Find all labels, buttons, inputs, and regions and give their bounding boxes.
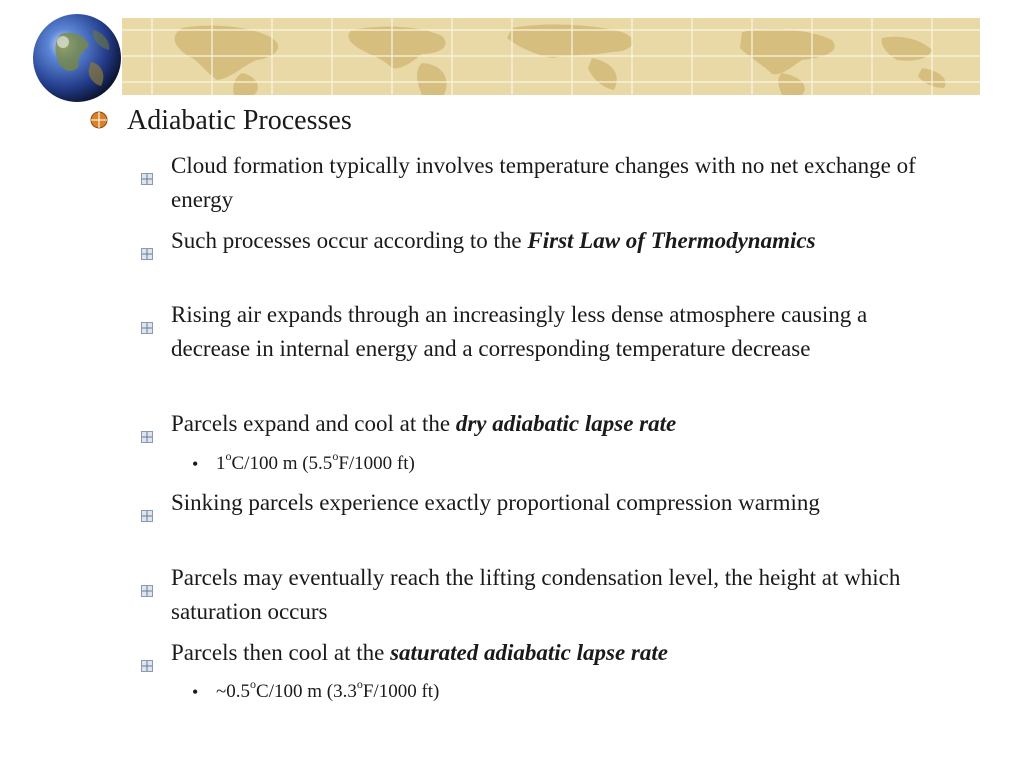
bullet-text: Parcels expand and cool at the xyxy=(171,411,456,436)
bullet-item xyxy=(171,561,931,629)
square-cross-bullet-icon xyxy=(141,419,153,431)
bullet-item xyxy=(171,149,931,217)
globe-icon xyxy=(31,12,123,104)
emphasis-text: First Law of Thermodynamics xyxy=(527,228,816,253)
sub-bullet-text: 1 xyxy=(216,453,226,474)
square-cross-bullet-icon xyxy=(141,648,153,660)
orange-globe-bullet-icon xyxy=(89,110,109,130)
square-cross-bullet-icon xyxy=(141,310,153,322)
bullet-text: Such processes occur according to the xyxy=(171,228,528,253)
bullet-item xyxy=(171,407,931,441)
sub-bullet-item xyxy=(192,448,816,478)
bullet-text: Parcels then cool at the xyxy=(171,640,391,665)
bullet-item xyxy=(171,224,931,258)
square-cross-bullet-icon xyxy=(141,236,153,248)
square-cross-bullet-icon xyxy=(141,161,153,173)
emphasis-text: dry adiabatic lapse rate xyxy=(455,411,677,436)
sub-bullet-text: C/100 m (5.5 xyxy=(231,453,333,474)
degree-superscript: o xyxy=(356,676,363,691)
bullet-text: Rising air expands through an increasingly less dense atmosphere causing a decrease in internal energy and a corresponding temperature decrease xyxy=(171,302,868,361)
sub-bullet-text: F/1000 ft) xyxy=(338,453,415,474)
bullet-text: Sinking parcels experience exactly proportional compression warming xyxy=(171,490,820,515)
bullet-item xyxy=(171,486,931,520)
slide-heading: Adiabatic Processes xyxy=(127,105,352,136)
bullet-text: Cloud formation typically involves temperature changes with no net exchange of energy xyxy=(171,153,916,212)
dot-bullet: • xyxy=(192,454,199,474)
sub-bullet-item xyxy=(192,676,816,706)
bullet-item xyxy=(171,636,931,670)
bullet-text: Parcels may eventually reach the lifting condensation level, the height at which saturation occurs xyxy=(171,565,901,624)
emphasis-text: saturated adiabatic lapse rate xyxy=(390,640,668,665)
sub-bullet-text: F/1000 ft) xyxy=(362,681,440,702)
dot-bullet: • xyxy=(192,682,199,702)
degree-superscript: o xyxy=(225,448,232,463)
degree-superscript: o xyxy=(332,448,339,463)
sub-bullet-text: ~0.5 xyxy=(216,681,251,702)
sub-bullet-text: C/100 m (3.3 xyxy=(256,681,357,702)
square-cross-bullet-icon xyxy=(141,573,153,585)
bullet-item xyxy=(171,298,931,366)
degree-superscript: o xyxy=(250,676,257,691)
square-cross-bullet-icon xyxy=(141,498,153,510)
world-map-banner xyxy=(122,18,980,95)
